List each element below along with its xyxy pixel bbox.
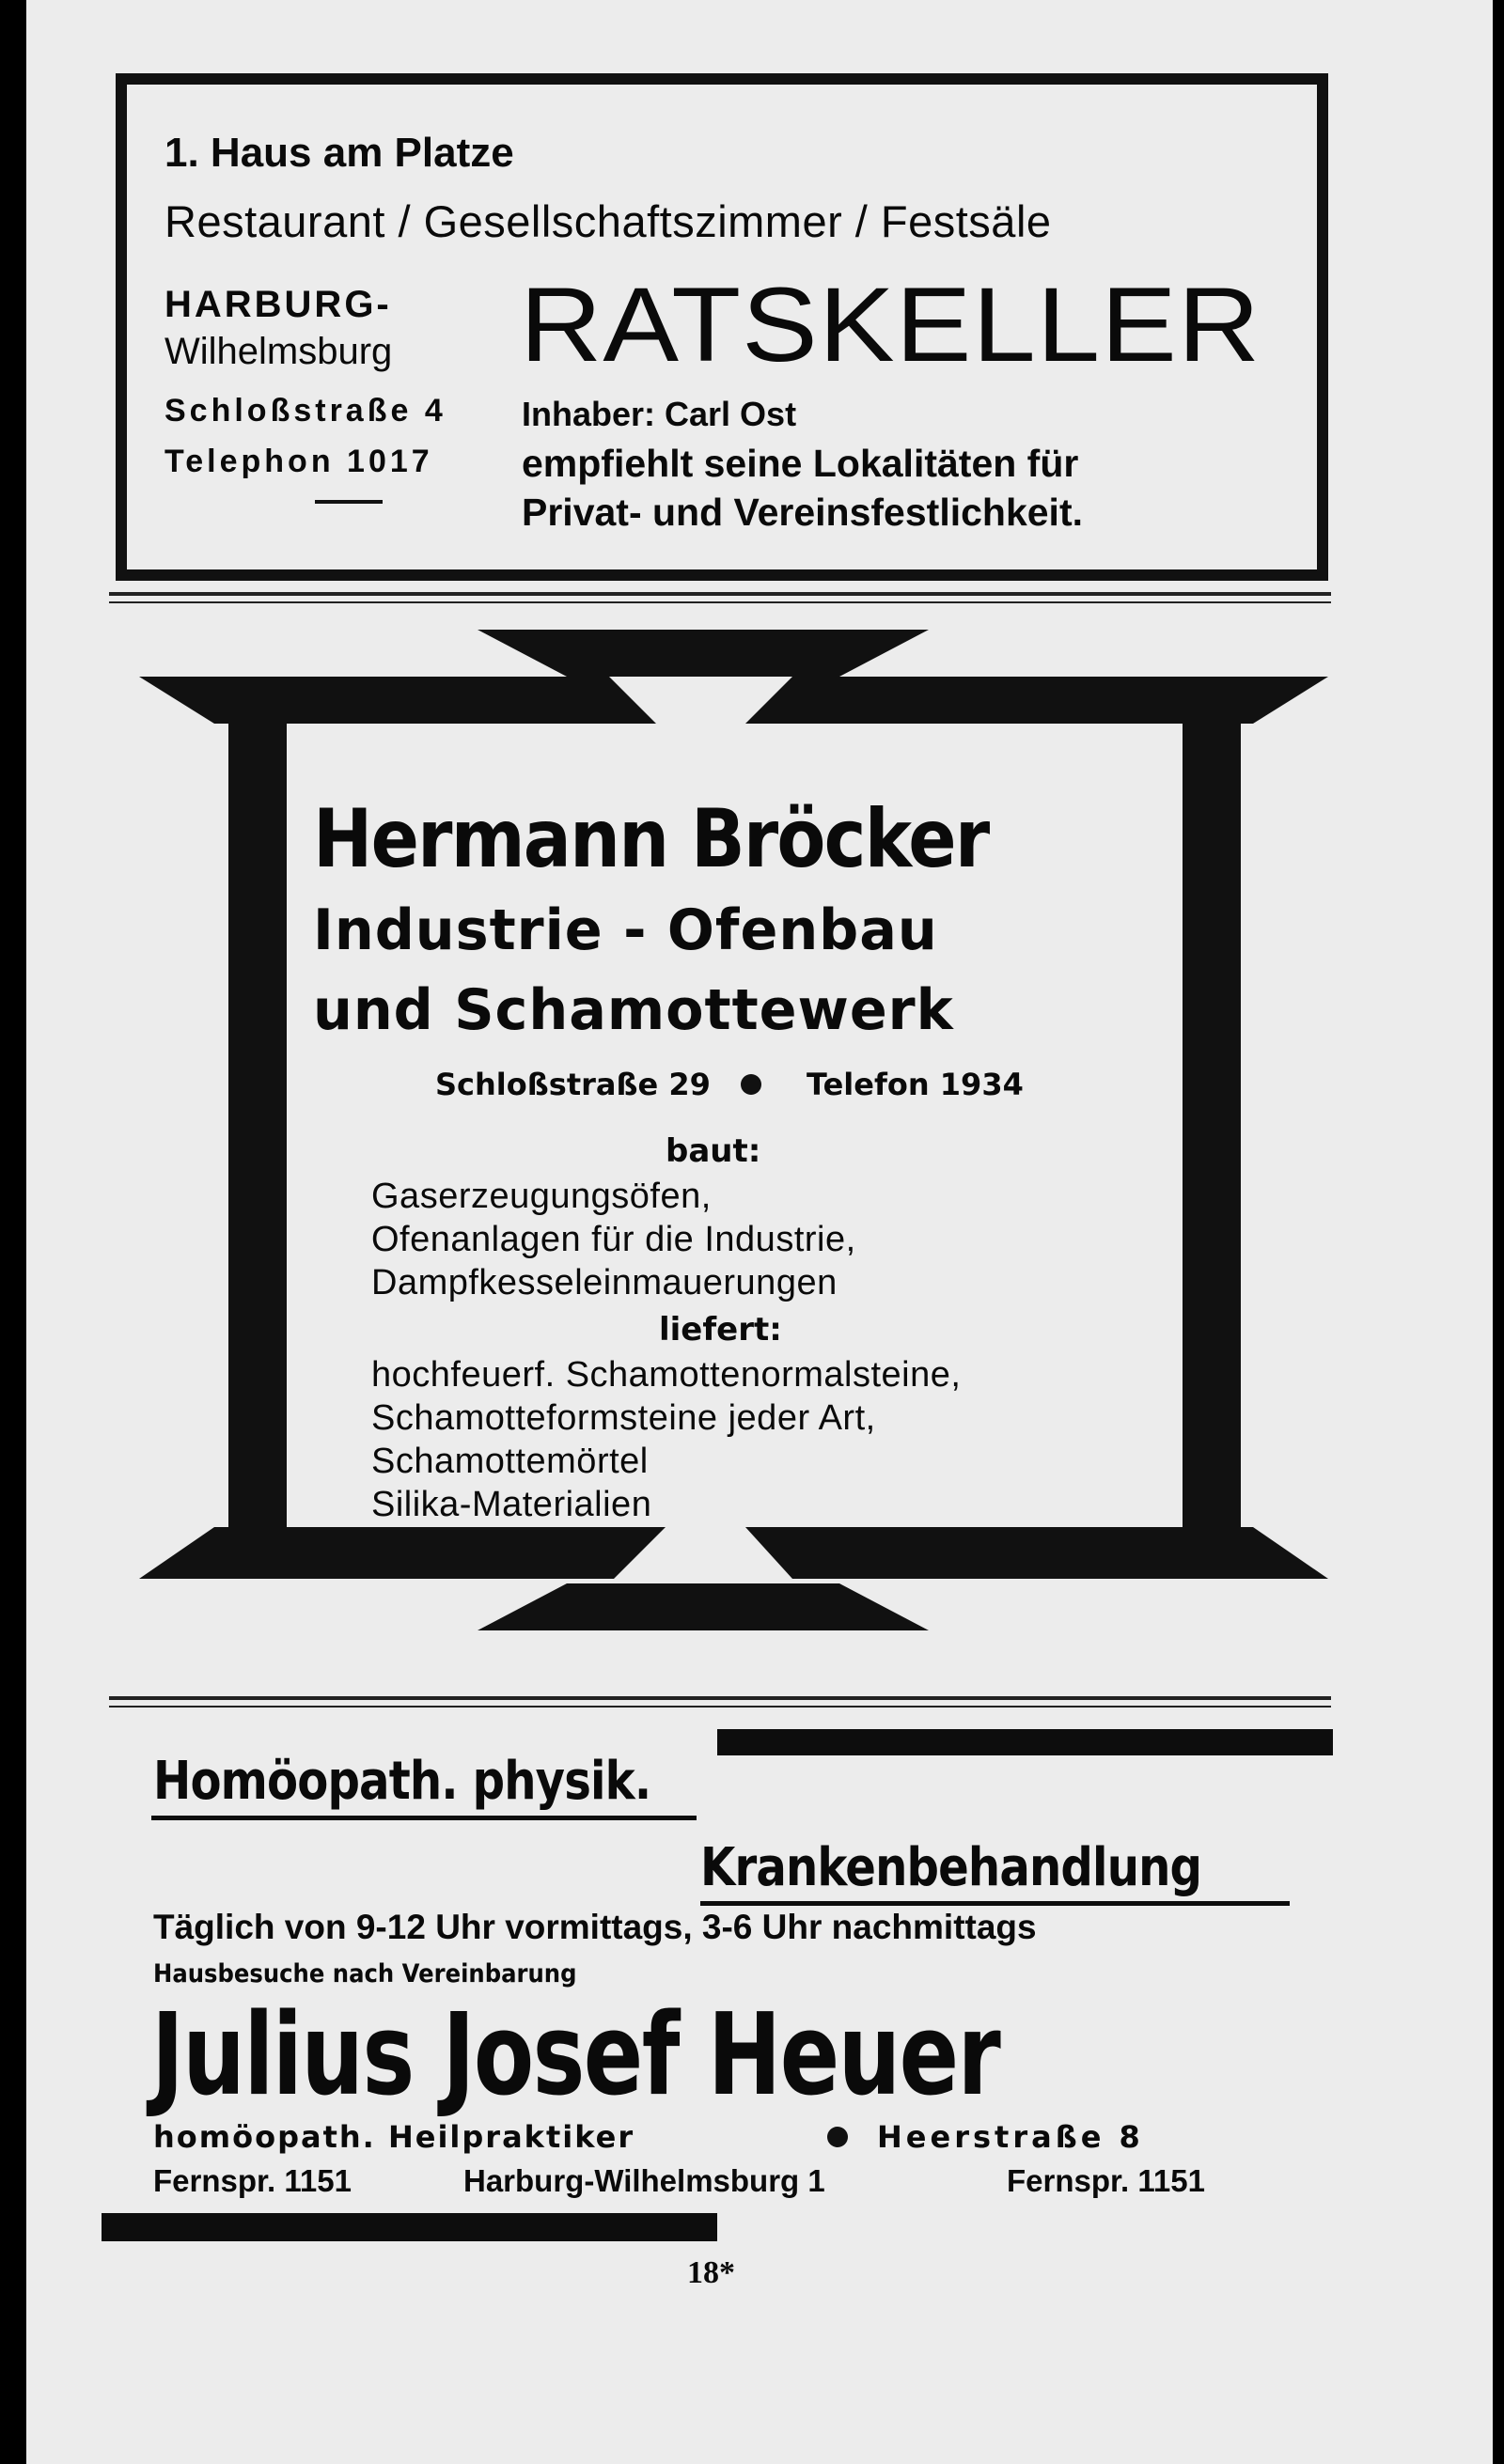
frame-bottom-left	[139, 1527, 666, 1579]
bottom-bar	[102, 2213, 717, 2241]
broecker-address: Schloßstraße 29	[435, 1067, 711, 1102]
heuer-city: Harburg-Wilhelmsburg 1	[463, 2163, 825, 2198]
title-underline	[700, 1901, 1290, 1906]
frame-top-left	[139, 677, 656, 724]
ratskeller-dash	[315, 500, 383, 504]
builds-item: Dampfkesseleinmauerungen	[371, 1263, 838, 1302]
bullet-dot	[741, 1074, 761, 1095]
ratskeller-recommend-line1: empfiehlt seine Lokalitäten für	[522, 442, 1079, 485]
heuer-name: Julius Josef Heuer	[151, 1990, 1000, 2121]
ratskeller-name: RATSKELLER	[520, 266, 1261, 383]
divider-rule	[109, 601, 1331, 603]
ratskeller-city: HARBURG-	[164, 284, 392, 325]
supplies-item: Schamottemörtel	[371, 1442, 649, 1481]
heuer-title-1: Homöopath. physik.	[153, 1751, 651, 1812]
supplies-item: Silika-Materialien	[371, 1485, 652, 1524]
page-number: 18*	[687, 2255, 735, 2290]
divider-rule	[109, 1696, 1331, 1700]
broecker-subtitle-2: und Schamottewerk	[313, 977, 954, 1043]
frame-right-post	[1183, 724, 1241, 1527]
builds-item: Gaserzeugungsöfen,	[371, 1177, 712, 1216]
ratskeller-owner: Inhaber: Carl Ost	[522, 395, 797, 433]
builds-item: Ofenanlagen für die Industrie,	[371, 1220, 856, 1259]
heuer-street: Heerstraße 8	[877, 2119, 1144, 2155]
broecker-phone: Telefon 1934	[807, 1067, 1024, 1102]
ratskeller-district: Wilhelmsburg	[164, 331, 393, 372]
ratskeller-phone: Telephon 1017	[164, 444, 433, 479]
title-underline	[151, 1816, 697, 1820]
ratskeller-ad	[116, 73, 1328, 581]
ratskeller-recommend-line2: Privat- und Vereinsfestlichkeit.	[522, 491, 1083, 534]
heuer-profession: homöopath. Heilpraktiker	[153, 2119, 635, 2155]
frame-top-right	[745, 677, 1328, 724]
broecker-ad	[102, 620, 1352, 1701]
bullet-dot	[827, 2127, 848, 2147]
supplies-item: hochfeuerf. Schamottenormalsteine,	[371, 1355, 962, 1395]
frame-top-center	[478, 630, 929, 677]
supplies-heading: liefert:	[659, 1311, 782, 1349]
heuer-phone-right: Fernspr. 1151	[1007, 2163, 1205, 2198]
heuer-title-2: Krankenbehandlung	[700, 1837, 1202, 1898]
ratskeller-street: Schloßstraße 4	[164, 393, 446, 429]
frame-bottom-center	[478, 1583, 929, 1630]
broecker-subtitle-1: Industrie - Ofenbau	[313, 897, 938, 963]
frame-left-post	[228, 724, 287, 1527]
heuer-phone-left: Fernspr. 1151	[153, 2163, 352, 2198]
top-bar	[717, 1729, 1333, 1755]
page	[26, 0, 1493, 2464]
ratskeller-services: Restaurant / Gesellschaftszimmer / Festsäle	[164, 196, 1052, 246]
supplies-item: Schamotteformsteine jeder Art,	[371, 1398, 876, 1438]
broecker-name: Hermann Bröcker	[313, 792, 989, 886]
divider-rule	[109, 1706, 1331, 1708]
heuer-visits: Hausbesuche nach Vereinbarung	[153, 1959, 577, 1988]
builds-heading: baut:	[666, 1132, 761, 1170]
frame-bottom-right	[745, 1527, 1328, 1579]
divider-rule	[109, 592, 1331, 596]
heuer-hours: Täglich von 9-12 Uhr vormittags, 3-6 Uhr nachmittags	[153, 1908, 1037, 1946]
ratskeller-tagline: 1. Haus am Platze	[164, 130, 514, 176]
